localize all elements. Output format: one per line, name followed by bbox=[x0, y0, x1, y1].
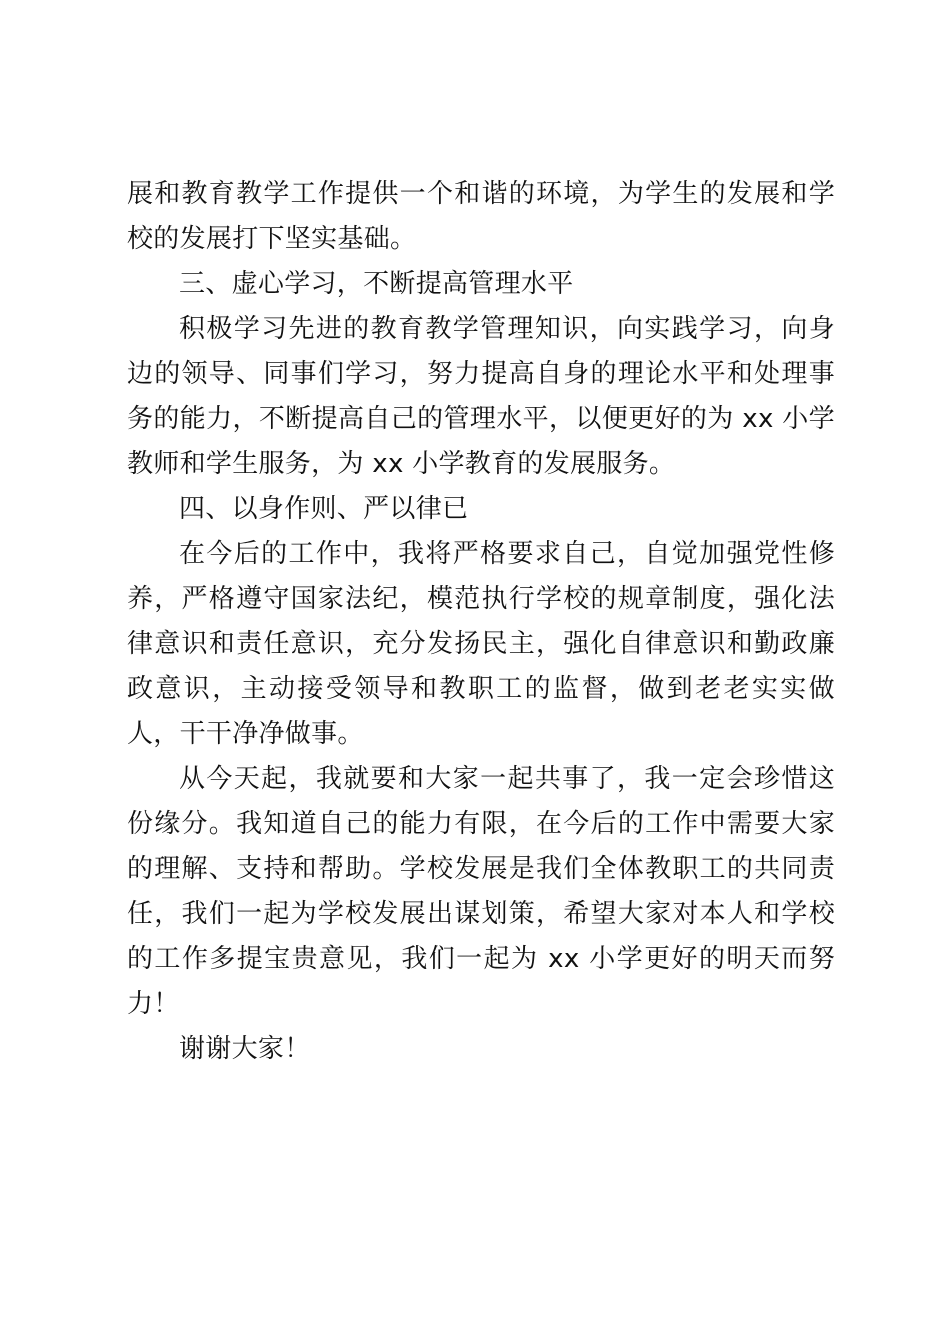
paragraph-closing: 从今天起，我就要和大家一起共事了，我一定会珍惜这份缘分。我知道自己的能力有限，在今后的工作中需要大家的理解、支持和帮助。学校发展是我们全体教职工的共同责任，我们一起为学校发展出谋划策，希望大家对本人和学校的工作多提宝贵意见，我们一起为 xx 小学更好的明天而努力！ bbox=[127, 764, 835, 1019]
paragraph-thanks: 谢谢大家！ bbox=[179, 1034, 311, 1064]
paragraph-continuation: 展和教育教学工作提供一个和谐的环境，为学生的发展和学校的发展打下坚实基础。 bbox=[127, 179, 835, 254]
paragraph-discipline: 在今后的工作中，我将严格要求自己，自觉加强党性修养，严格遵守国家法纪，模范执行学校的规章制度，强化法律意识和责任意识，充分发扬民主，强化自律意识和勤政廉政意识，主动接受领导和教职工的监督，做到老老实实做人，干干净净做事。 bbox=[127, 539, 835, 749]
section-heading-4: 四、以身作则、严以律已 bbox=[179, 494, 469, 524]
document-body bbox=[127, 172, 835, 1072]
paragraph-learning: 积极学习先进的教育教学管理知识，向实践学习，向身边的领导、同事们学习，努力提高自身的理论水平和处理事务的能力，不断提高自己的管理水平，以便更好的为 xx 小学教师和学生服务，为 xx 小学教育的发展服务。 bbox=[127, 314, 835, 479]
section-heading-3: 三、虚心学习，不断提高管理水平 bbox=[179, 269, 574, 299]
